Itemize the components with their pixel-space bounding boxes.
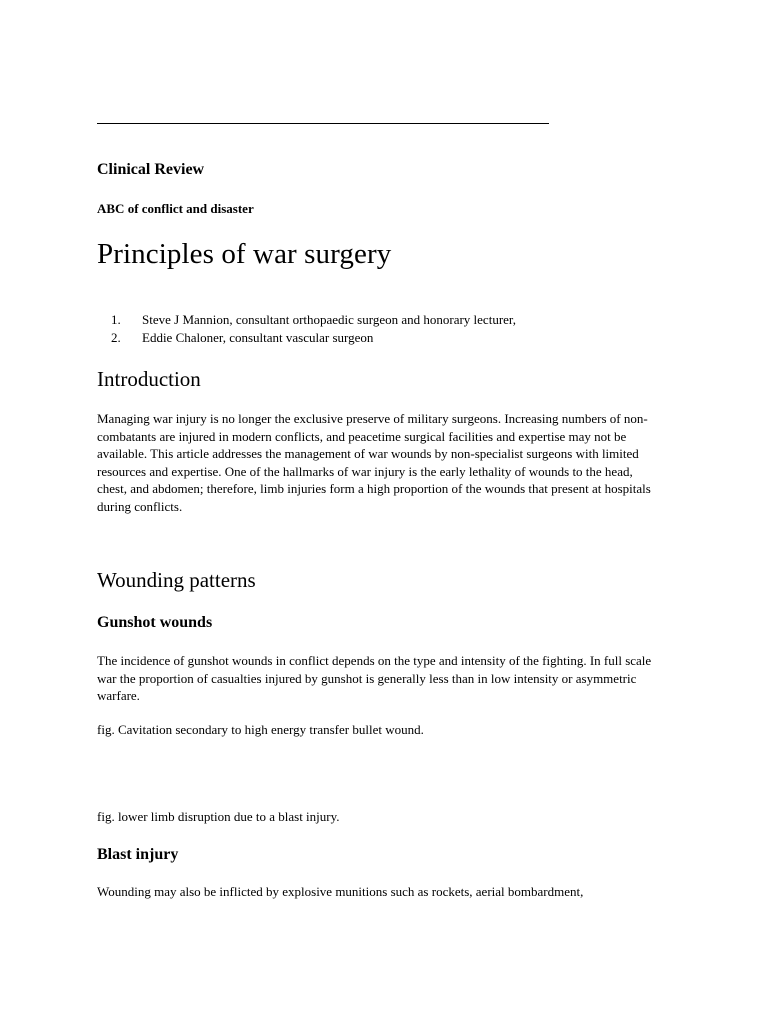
section-label: Clinical Review [97, 161, 205, 178]
author-item [97, 329, 516, 347]
author-text: Eddie Chaloner, consultant vascular surgeon [142, 330, 374, 345]
gunshot-wounds-paragraph: The incidence of gunshot wounds in conflict depends on the type and intensity of the fighting. In full scale war the proportion of casualties injured by gunshot is generally less than in low intensity or asymmetric warfare. [97, 653, 652, 704]
wounding-patterns-heading: Wounding patterns [97, 568, 256, 592]
gunshot-wounds-heading: Gunshot wounds [97, 614, 213, 631]
introduction-paragraph: Managing war injury is no longer the exclusive preserve of military surgeons. Increasing numbers of non-combatants are injured in modern conflicts, and peacetime surgical facilities and expertise may not be available. This article addresses the management of war wounds by non-specialist surgeons with limited resources and expertise. One of the hallmarks of war injury is the early lethality of wounds to the head, chest, and abdomen; therefore, limb injuries form a high proportion of the wounds that present at hospitals during conflicts. [97, 411, 651, 514]
article-title: Principles of war surgery [97, 238, 392, 270]
introduction-heading: Introduction [97, 367, 201, 391]
figure-caption-limb-disruption: fig. lower limb disruption due to a blast injury. [97, 809, 340, 824]
author-item [97, 311, 516, 329]
series-label: ABC of conflict and disaster [97, 201, 254, 216]
author-text: Steve J Mannion, consultant orthopaedic surgeon and honorary lecturer, [142, 312, 516, 327]
author-number: 1. [111, 312, 121, 327]
blast-injury-heading: Blast injury [97, 846, 179, 863]
author-list [97, 311, 516, 347]
figure-caption-cavitation: fig. Cavitation secondary to high energy transfer bullet wound. [97, 722, 424, 737]
blast-injury-paragraph: Wounding may also be inflicted by explosive munitions such as rockets, aerial bombardment, [97, 884, 584, 899]
author-number: 2. [111, 330, 121, 345]
horizontal-rule [97, 123, 549, 124]
